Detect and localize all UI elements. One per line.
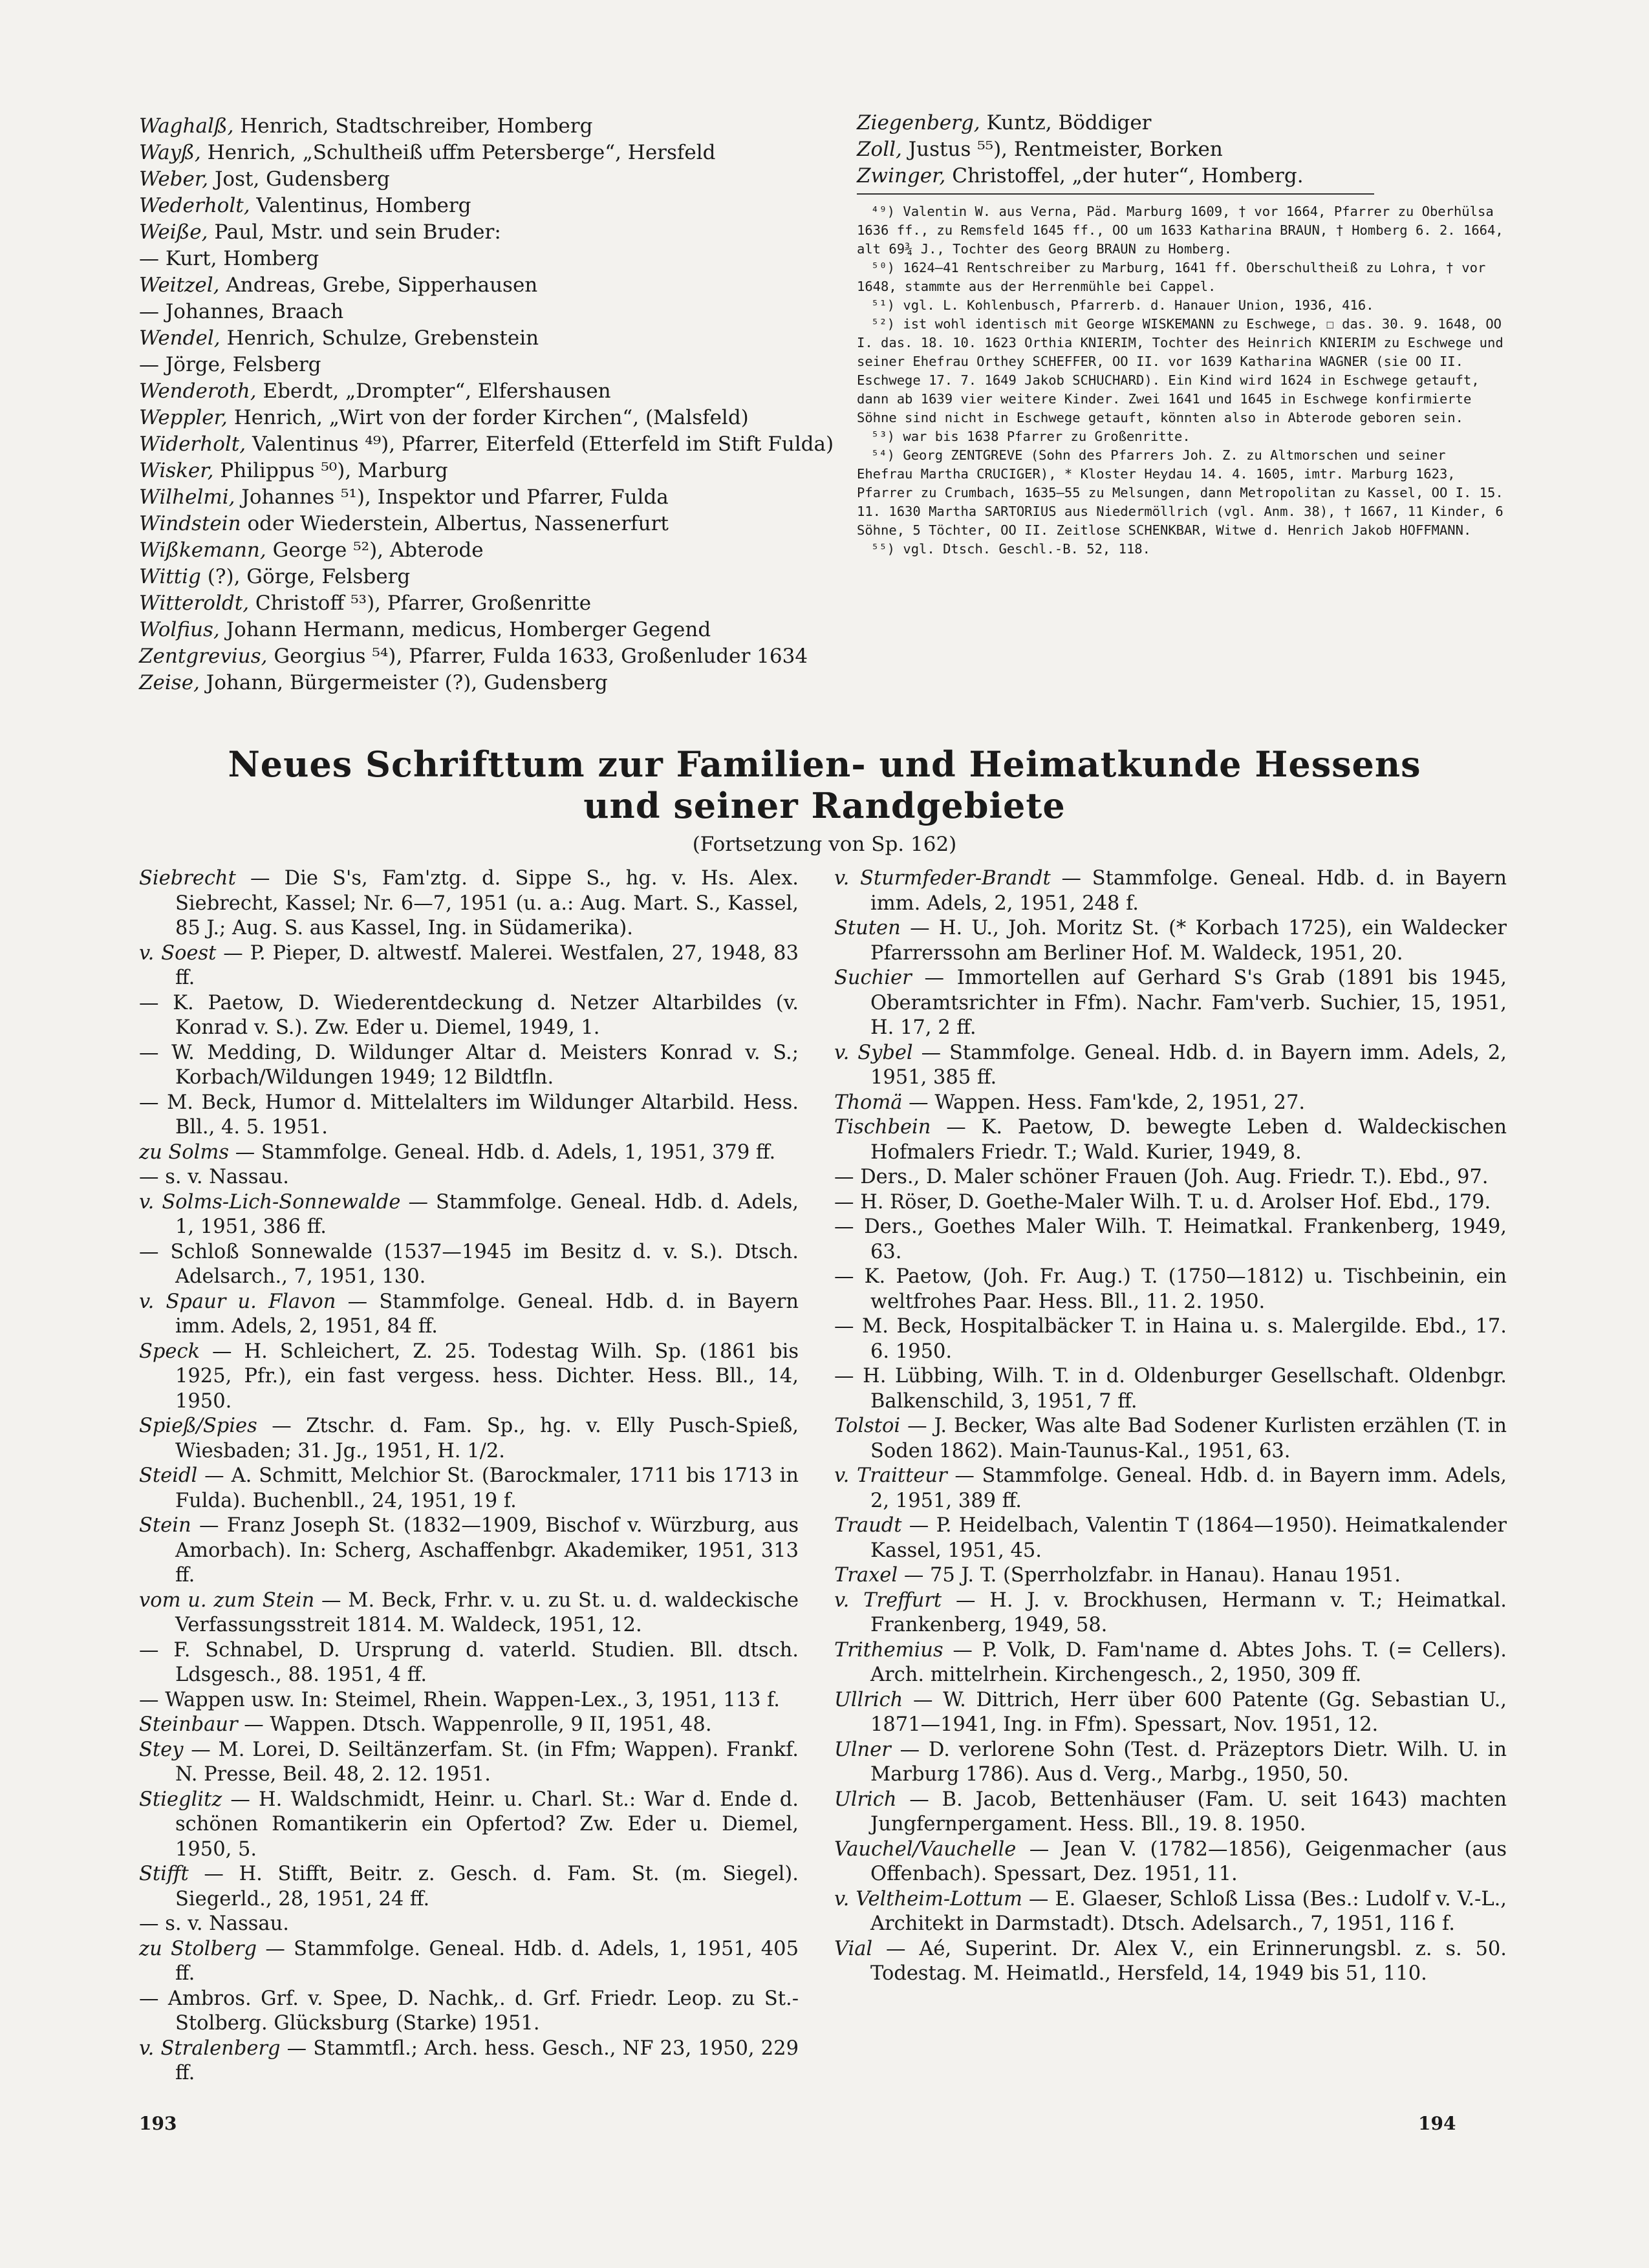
entry-name: v. Spaur u. Flavon xyxy=(139,1290,336,1313)
bib-entry xyxy=(139,1638,799,1688)
entry-name: Weppler, xyxy=(139,406,228,429)
bib-entry xyxy=(834,1638,1507,1688)
section-heading-line2: und seiner Randgebiete xyxy=(583,785,1066,826)
entry-text: — H. Waldschmidt, Heinr. u. Charl. St.: War d. Ende d. schönen Romantikerin ein Opfertod? Zw. Eder u. Diemel, 1950, 5. xyxy=(175,1788,799,1861)
entry-text: — s. v. Nassau. xyxy=(139,1912,289,1935)
bibliography-right-column xyxy=(834,866,1507,1987)
entry-name: Steidl xyxy=(139,1464,198,1487)
entry-name: Weitzel, xyxy=(139,273,220,297)
page-number-left: 193 xyxy=(139,2113,177,2134)
top-right-name-list xyxy=(857,110,1503,189)
bib-entry xyxy=(139,1987,799,2037)
entry-name: Stey xyxy=(139,1738,184,1761)
bib-entry xyxy=(834,1514,1507,1563)
bib-entry xyxy=(834,1837,1507,1887)
entry-name: Wilhelmi, xyxy=(139,486,235,509)
entry-name: Wolfius, xyxy=(139,618,220,641)
bib-entry xyxy=(139,1713,799,1738)
entry-name: zu Stolberg xyxy=(139,1937,257,1960)
entry-name: Traxel xyxy=(834,1564,898,1587)
name-entry xyxy=(857,163,1503,189)
entry-name: v. Sturmfeder-Brandt xyxy=(834,867,1051,890)
entry-name: Stuten xyxy=(834,917,901,939)
entry-text: — Schloß Sonnewalde (1537—1945 im Besitz d. v. S.). Dtsch. Adelsarch., 7, 1951, 130. xyxy=(139,1240,799,1288)
continuation-note: (Fortsetzung von Sp. 162) xyxy=(692,833,957,856)
bib-entry xyxy=(139,1091,799,1140)
bib-entry xyxy=(834,1688,1507,1738)
entry-text: — H. Lübbing, Wilh. T. in d. Oldenburger Gesellschaft. Oldenbgr. Balkenschild, 3, 1951, 7 ff. xyxy=(834,1365,1507,1413)
name-entry xyxy=(139,511,844,537)
entry-text: — M. Beck, Frhr. v. u. zu St. u. d. waldeckische Verfassungsstreit 1814. M. Waldeck, 1951, 12. xyxy=(175,1589,799,1636)
bib-entry xyxy=(139,866,799,941)
name-entry xyxy=(139,670,844,696)
bib-entry xyxy=(139,1788,799,1863)
entry-name: Waghalß, xyxy=(139,114,234,138)
bib-entry xyxy=(834,966,1507,1041)
entry-text: Johann, Bürgermeister (?), Gudensberg xyxy=(199,671,608,694)
entry-name: vom u. zum Stein xyxy=(139,1589,315,1612)
entry-text: Paul, Mstr. und sein Bruder: xyxy=(208,220,501,244)
entry-name: v. Stralenberg xyxy=(139,2037,281,2060)
entry-text: — E. Glaeser, Schloß Lissa (Bes.: Ludolf v. V.-L., Architekt in Darmstadt). Dtsch. Adelsarch., 7, 1951, 116 f. xyxy=(870,1887,1507,1935)
entry-text: — H. J. v. Brockhusen, Hermann v. T.; Heimatkal. Frankenberg, 1949, 58. xyxy=(870,1589,1507,1636)
bib-entry xyxy=(139,1514,799,1589)
entry-text: — K. Paetow, D. bewegte Leben d. Waldeckischen Hofmalers Friedr. T.; Wald. Kurier, 1949, 8. xyxy=(870,1116,1507,1164)
bib-entry xyxy=(139,2037,799,2086)
bib-entry xyxy=(139,1290,799,1340)
bib-entry xyxy=(834,916,1507,966)
footnote: ⁵⁴) Georg ZENTGREVE (Sohn des Pfarrers Joh. Z. zu Altmorschen und seiner Ehefrau Martha CRUCIGER), * Kloster Heydau 14. 4. 1605, imtr. Marburg 1623, Pfarrer zu Crumbach, 1635—55 zu Melsungen, dann Metropolitan zu Kassel, OO I. 15. 11. 1630 Martha SARTORIUS aus Niedermöllrich (vgl. Anm. 38), † 1667, 11 Kinder, 6 Söhne, 5 Töchter, OO II. Zeitlose SCHENKBAR, Witwe d. Henrich Jakob HOFFMANN. xyxy=(857,447,1503,538)
entry-name: Vial xyxy=(834,1937,873,1960)
name-entry xyxy=(139,166,844,193)
entry-name: Ullrich xyxy=(834,1688,903,1711)
bib-entry xyxy=(139,1041,799,1091)
entry-name: Suchier xyxy=(834,967,912,989)
bib-entry xyxy=(834,1364,1507,1414)
bib-entry xyxy=(139,1165,799,1190)
bib-entry xyxy=(834,1563,1507,1589)
entry-name: v. Veltheim-Lottum xyxy=(834,1887,1022,1910)
entry-name: Thomä xyxy=(834,1091,903,1114)
entry-name: Ziegenberg, xyxy=(857,111,980,134)
bib-entry xyxy=(834,1887,1507,1937)
entry-text: — Stammfolge. Geneal. Hdb. d. in Bayern imm. Adels, 2, 1951, 385 ff. xyxy=(870,1041,1507,1089)
footnotes xyxy=(857,202,1503,559)
entry-name: Weber, xyxy=(139,167,209,191)
entry-name: Zeise, xyxy=(139,671,200,694)
entry-text: Henrich, „Wirt von der forder Kirchen“, (Malsfeld) xyxy=(227,406,749,429)
entry-text: — A. Schmitt, Melchior St. (Barockmaler, 1711 bis 1713 in Fulda). Buchenbll., 24, 1951, 19 f. xyxy=(175,1464,799,1512)
entry-name: v. Solms-Lich-Sonnewalde xyxy=(139,1190,401,1214)
name-entry xyxy=(139,193,844,219)
entry-text: — Wappen usw. In: Steimel, Rhein. Wappen-Lex., 3, 1951, 113 f. xyxy=(139,1688,780,1711)
entry-text: — M. Beck, Hospitalbäcker T. in Haina u. s. Malergilde. Ebd., 17. 6. 1950. xyxy=(834,1315,1507,1363)
entry-text: — P. Pieper, D. altwestf. Malerei. Westfalen, 27, 1948, 83 ff. xyxy=(175,941,799,989)
entry-name: Ulner xyxy=(834,1738,891,1761)
entry-text: — F. Schnabel, D. Ursprung d. vaterld. Studien. Bll. dtsch. Ldsgesch., 88. 1951, 4 ff. xyxy=(139,1638,799,1686)
entry-text: — P. Volk, D. Fam'name d. Abtes Johs. T. (= Cellers). Arch. mittelrhein. Kirchengesch., 2, 1950, 309 ff. xyxy=(870,1638,1507,1686)
entry-text: Justus ⁵⁵), Rentmeister, Borken xyxy=(901,138,1223,161)
entry-text: Christoff ⁵³), Pfarrer, Großenritte xyxy=(249,592,592,615)
entry-text: Johannes ⁵¹), Inspektor und Pfarrer, Fulda xyxy=(235,486,669,509)
bib-entry xyxy=(139,1140,799,1166)
bib-entry xyxy=(834,1738,1507,1788)
name-entry xyxy=(139,590,844,617)
entry-text: oder Wiederstein, Albertus, Nassenerfurt xyxy=(241,512,669,535)
bib-entry xyxy=(834,1314,1507,1364)
bib-entry xyxy=(834,1115,1507,1165)
entry-text: — 75 J. T. (Sperrholzfabr. in Hanau). Hanau 1951. xyxy=(898,1564,1401,1587)
entry-name: Tischbein xyxy=(834,1116,931,1139)
entry-text: Andreas, Grebe, Sipperhausen xyxy=(219,273,538,297)
entry-name: Wittig xyxy=(139,565,201,588)
entry-name: v. Sybel xyxy=(834,1041,913,1064)
name-entry xyxy=(857,136,1503,163)
bib-entry xyxy=(139,1912,799,1937)
entry-text: Henrich, Schulze, Grebenstein xyxy=(220,326,539,350)
bib-entry xyxy=(139,1738,799,1788)
entry-text: — Stammtfl.; Arch. hess. Gesch., NF 23, 1950, 229 ff. xyxy=(175,2037,799,2084)
name-entry xyxy=(139,537,844,564)
entry-name: Siebrecht xyxy=(139,867,236,890)
bib-entry xyxy=(139,1414,799,1464)
bib-entry xyxy=(834,1937,1507,1987)
entry-name: Stifft xyxy=(139,1863,189,1885)
entry-name: Witteroldt, xyxy=(139,592,250,615)
entry-name: Zentgrevius, xyxy=(139,645,268,668)
entry-text: Georgius ⁵⁴), Pfarrer, Fulda 1633, Großenluder 1634 xyxy=(267,645,808,668)
footnote-divider xyxy=(857,193,1374,195)
entry-text: — W. Medding, D. Wildunger Altar d. Meisters Konrad v. S.; Korbach/Wildungen 1949; 12 Bildtfln. xyxy=(139,1041,799,1089)
footnote: ⁵¹) vgl. L. Kohlenbusch, Pfarrerb. d. Hanauer Union, 1936, 416. xyxy=(871,297,1374,313)
entry-text: — s. v. Nassau. xyxy=(139,1166,289,1188)
section-heading-line1: Neues Schrifttum zur Familien- und Heimatkunde Hessens xyxy=(228,744,1421,785)
bib-entry xyxy=(834,1265,1507,1314)
entry-text: — Wappen. Hess. Fam'kde, 2, 1951, 27. xyxy=(902,1091,1306,1114)
page-number-right: 194 xyxy=(1418,2113,1456,2134)
bib-entry xyxy=(834,1215,1507,1265)
entry-text: — Kurt, Homberg xyxy=(139,247,319,270)
entry-text: Christoffel, „der huter“, Homberg. xyxy=(945,164,1304,187)
name-entry xyxy=(139,484,844,511)
entry-name: Weiße, xyxy=(139,220,208,244)
bib-entry xyxy=(834,866,1507,916)
entry-name: Stein xyxy=(139,1514,191,1537)
footnote: ⁴⁹) Valentin W. aus Verna, Päd. Marburg 1609, † vor 1664, Pfarrer zu Oberhülsa 1636 ff., zu Remsfeld 1645 ff., OO um 1633 Katharina BRAUN, † Homberg 6. 2. 1664, alt 69¾ J., Tochter des Georg BRAUN zu Homberg. xyxy=(857,204,1503,257)
name-entry xyxy=(139,431,844,458)
entry-text: — M. Lorei, D. Seiltänzerfam. St. (in Ffm; Wappen). Frankf. N. Presse, Beil. 48, 2. 12. 1951. xyxy=(175,1738,799,1786)
footnote: ⁵²) ist wohl identisch mit George WISKEMANN zu Eschwege, ☐ das. 30. 9. 1648, OO I. das. 18. 10. 1623 Orthia KNIERIM, Tochter des Heinrich KNIERIM zu Eschwege und seiner Ehefrau Orthey SCHEFFER, OO II. vor 1639 Katharina WAGNER (sie OO II. Eschwege 17. 7. 1649 Jakob SCHUCHARD). Ein Kind wird 1624 in Eschwege getauft, dann ab 1639 vier weitere Kinder. Zwei 1641 und 1645 in Eschwege konfirmierte Söhne sind nicht in Eschwege getauft, könnten also in Abterode geboren sein. xyxy=(857,316,1503,425)
name-entry xyxy=(139,219,844,246)
entry-text: — H. Röser, D. Goethe-Maler Wilh. T. u. d. Arolser Hof. Ebd., 179. xyxy=(834,1190,1491,1214)
entry-text: — Stammfolge. Geneal. Hdb. d. in Bayern imm. Adels, 2, 1951, 248 f. xyxy=(870,867,1507,915)
entry-name: Wederholt, xyxy=(139,194,250,217)
entry-text: — Jörge, Felsberg xyxy=(139,353,321,376)
bib-entry xyxy=(139,1190,799,1240)
entry-text: — Ders., Goethes Maler Wilh. T. Heimatkal. Frankenberg, 1949, 63. xyxy=(834,1215,1507,1263)
entry-text: Kuntz, Böddiger xyxy=(980,111,1152,134)
bib-entry xyxy=(834,1414,1507,1464)
entry-text: Eberdt, „Drompter“, Elfershausen xyxy=(256,380,611,403)
entry-name: Wisker, xyxy=(139,459,214,482)
entry-text: — Die S's, Fam'ztg. d. Sippe S., hg. v. Hs. Alex. Siebrecht, Kassel; Nr. 6—7, 1951 (u. a.: Aug. Mart. S., Kassel, 85 J.; Aug. S. aus Kassel, Ing. in Südamerika). xyxy=(175,867,799,939)
entry-text: — M. Beck, Humor d. Mittelalters im Wildunger Altarbild. Hess. Bll., 4. 5. 1951. xyxy=(139,1091,799,1139)
footnote: ⁵⁵) vgl. Dtsch. Geschl.-B. 52, 118. xyxy=(871,541,1150,557)
entry-text: — Stammfolge. Geneal. Hdb. d. Adels, 1, 1951, 405 ff. xyxy=(175,1937,799,1985)
entry-name: Traudt xyxy=(834,1514,902,1537)
entry-name: v. Soest xyxy=(139,941,217,965)
bib-entry xyxy=(834,1091,1507,1116)
entry-name: v. Treffurt xyxy=(834,1589,942,1612)
entry-name: Wißkemann, xyxy=(139,539,266,562)
name-entry xyxy=(139,352,844,378)
name-entry xyxy=(139,246,844,272)
entry-name: Wendel, xyxy=(139,326,221,350)
name-entry xyxy=(139,643,844,670)
entry-text: Henrich, Stadtschreiber, Homberg xyxy=(233,114,593,138)
entry-text: — Immortellen auf Gerhard S's Grab (1891 bis 1945, Oberamtsrichter in Ffm). Nachr. Fam'verb. Suchier, 15, 1951, H. 17, 2 ff. xyxy=(870,967,1507,1039)
name-entry xyxy=(139,325,844,352)
entry-name: Wenderoth, xyxy=(139,380,257,403)
bib-entry xyxy=(139,1240,799,1290)
entry-text: Valentinus, Homberg xyxy=(250,194,471,217)
entry-name: Steinbaur xyxy=(139,1713,238,1736)
bib-entry xyxy=(834,1589,1507,1638)
entry-text: — Aé, Superint. Dr. Alex V., ein Erinnerungsbl. z. s. 50. Todestag. M. Heimatld., Hersfeld, 14, 1949 bis 51, 110. xyxy=(870,1937,1507,1985)
entry-name: Tolstoi xyxy=(834,1415,901,1437)
bib-entry xyxy=(139,941,799,991)
entry-text: — Stammfolge. Geneal. Hdb. d. in Bayern imm. Adels, 2, 1951, 84 ff. xyxy=(175,1290,799,1338)
name-entry xyxy=(139,272,844,299)
entry-text: — Ambros. Grf. v. Spee, D. Nachk,. d. Grf. Friedr. Leop. zu St.-Stolberg. Glücksburg (Starke) 1951. xyxy=(139,1987,799,2035)
entry-text: Henrich, „Schultheiß uffm Petersberge“, Hersfeld xyxy=(200,141,716,164)
entry-text: — Stammfolge. Geneal. Hdb. d. Adels, 1, 1951, 379 ff. xyxy=(229,1140,776,1164)
entry-text: Valentinus ⁴⁹), Pfarrer, Eiterfeld (Etterfeld im Stift Fulda) xyxy=(246,433,834,456)
entry-text: — Jean V. (1782—1856), Geigenmacher (aus Offenbach). Spessart, Dez. 1951, 11. xyxy=(870,1837,1507,1885)
bib-entry xyxy=(139,1340,799,1415)
entry-text: — Stammfolge. Geneal. Hdb. d. in Bayern imm. Adels, 2, 1951, 389 ff. xyxy=(870,1464,1507,1512)
entry-name: Ulrich xyxy=(834,1788,897,1811)
section-heading xyxy=(116,744,1533,826)
entry-text: — Johannes, Braach xyxy=(139,300,344,323)
entry-text: — J. Becker, Was alte Bad Sodener Kurlisten erzählen (T. in Soden 1862). Main-Taunus-Kal., 1951, 63. xyxy=(870,1415,1507,1462)
entry-text: — H. U., Joh. Moritz St. (* Korbach 1725), ein Waldecker Pfarrerssohn am Berliner Hof. M. Waldeck, 1951, 20. xyxy=(870,917,1507,965)
entry-text: — W. Dittrich, Herr über 600 Patente (Gg. Sebastian U., 1871—1941, Ing. in Ffm). Spessart, Nov. 1951, 12. xyxy=(870,1688,1507,1736)
entry-text: (?), Görge, Felsberg xyxy=(200,565,411,588)
name-entry xyxy=(139,140,844,166)
entry-name: Windstein xyxy=(139,512,241,535)
entry-text: Jost, Gudensberg xyxy=(208,167,390,191)
name-entry xyxy=(139,378,844,405)
top-left-name-list xyxy=(139,113,844,696)
name-entry xyxy=(139,299,844,325)
bib-entry xyxy=(139,1862,799,1912)
bib-entry xyxy=(139,991,799,1041)
name-entry xyxy=(139,564,844,590)
bib-entry xyxy=(834,1165,1507,1190)
entry-text: — Ders., D. Maler schöner Frauen (Joh. Aug. Friedr. T.). Ebd., 97. xyxy=(834,1166,1489,1188)
entry-text: — K. Paetow, D. Wiederentdeckung d. Netzer Altarbildes (v. Konrad v. S.). Zw. Eder u. Diemel, 1949, 1. xyxy=(139,991,799,1039)
entry-text: Philippus ⁵⁰), Marburg xyxy=(213,459,448,482)
bib-entry xyxy=(139,1464,799,1514)
bib-entry xyxy=(834,1464,1507,1514)
entry-name: Zoll, xyxy=(857,138,902,161)
entry-text: — Stammfolge. Geneal. Hdb. d. Adels, 1, 1951, 386 ff. xyxy=(175,1190,799,1238)
name-entry xyxy=(139,458,844,484)
entry-name: zu Solms xyxy=(139,1140,229,1164)
entry-name: v. Traitteur xyxy=(834,1464,947,1487)
entry-name: Widerholt, xyxy=(139,433,246,456)
name-entry xyxy=(857,110,1503,136)
bib-entry xyxy=(139,1688,799,1713)
entry-text: — H. Schleichert, Z. 25. Todestag Wilh. Sp. (1861 bis 1925, Pfr.), ein fast vergess. hess. Dichter. Hess. Bll., 14, 1950. xyxy=(175,1340,799,1413)
entry-text: — K. Paetow, (Joh. Fr. Aug.) T. (1750—1812) u. Tischbeinin, ein weltfrohes Paar. Hess. Bll., 11. 2. 1950. xyxy=(834,1265,1507,1313)
entry-text: George ⁵²), Abterode xyxy=(266,539,484,562)
entry-text: — P. Heidelbach, Valentin T (1864—1950). Heimatkalender Kassel, 1951, 45. xyxy=(870,1514,1507,1562)
entry-name: Spieß/Spies xyxy=(139,1415,257,1437)
bibliography-left-column xyxy=(139,866,799,2086)
top-right-column xyxy=(857,110,1503,559)
entry-name: Vauchel/Vauchelle xyxy=(834,1837,1017,1861)
entry-name: Wayß, xyxy=(139,141,201,164)
entry-name: Speck xyxy=(139,1340,200,1363)
name-entry xyxy=(139,405,844,431)
bib-entry xyxy=(834,1788,1507,1837)
entry-text: — Ztschr. d. Fam. Sp., hg. v. Elly Pusch-Spieß, Wiesbaden; 31. Jg., 1951, H. 1/2. xyxy=(175,1415,799,1462)
bib-entry xyxy=(139,1589,799,1638)
name-entry xyxy=(139,113,844,140)
entry-text: — Franz Joseph St. (1832—1909, Bischof v. Würzburg, aus Amorbach). In: Scherg, Aschaffenbgr. Akademiker, 1951, 313 ff. xyxy=(175,1514,799,1587)
entry-text: Johann Hermann, medicus, Homberger Gegend xyxy=(219,618,711,641)
entry-text: — D. verlorene Sohn (Test. d. Präzeptors Dietr. Wilh. U. in Marburg 1786). Aus d. Verg., Marbg., 1950, 50. xyxy=(870,1738,1507,1786)
entry-text: — H. Stifft, Beitr. z. Gesch. d. Fam. St. (m. Siegel). Siegerld., 28, 1951, 24 ff. xyxy=(175,1863,799,1910)
footnote: ⁵⁰) 1624—41 Rentschreiber zu Marburg, 1641 ff. Oberschultheiß zu Lohra, † vor 1648, stammte aus der Herrenmühle bei Cappel. xyxy=(857,260,1486,294)
bib-entry xyxy=(834,1190,1507,1215)
bib-entry xyxy=(139,1937,799,1987)
name-entry xyxy=(139,617,844,643)
entry-text: — Wappen. Dtsch. Wappenrolle, 9 II, 1951, 48. xyxy=(237,1713,712,1736)
footnote: ⁵³) war bis 1638 Pfarrer zu Großenritte. xyxy=(871,429,1191,444)
bib-entry xyxy=(834,1041,1507,1091)
entry-text: — B. Jacob, Bettenhäuser (Fam. U. seit 1643) machten Jungfernpergament. Hess. Bll., 19. 8. 1950. xyxy=(870,1788,1507,1835)
entry-name: Zwinger, xyxy=(857,164,946,187)
entry-name: Stieglitz xyxy=(139,1788,222,1811)
entry-name: Trithemius xyxy=(834,1638,943,1662)
